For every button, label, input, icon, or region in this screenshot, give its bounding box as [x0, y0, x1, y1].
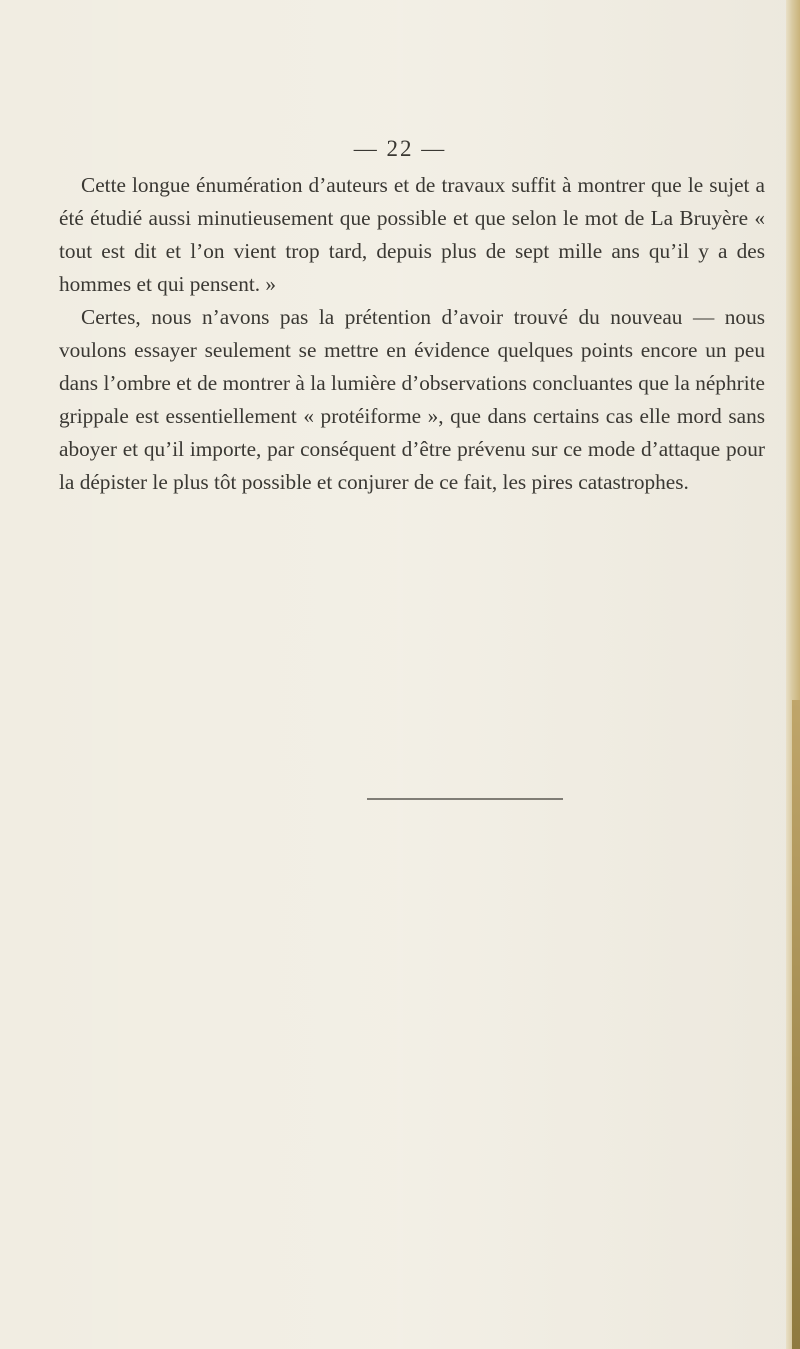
paragraph-2: Certes, nous n’avons pas la prétention d’avoir trouvé du nouveau — nous voulons essayer seulement se mettre en évidence quelques points encore un peu dans l’ombre et de montrer à la lumière d’observations concluantes que la néphrite grippale est essentiellement « protéiforme », que dans certains cas elle mord sans aboyer et qu’il importe, par conséquent d’être prévenu sur ce mode d’attaque pour la dépister le plus tôt possible et conjurer de ce fait, les pires catastrophes.: [59, 305, 765, 494]
body-text: [59, 169, 765, 499]
paragraph-1: Cette longue énumération d’auteurs et de travaux suffit à montrer que le sujet a été étudié aussi minutieusement que possible et que selon le mot de La Bruyère « tout est dit et l’on vient trop tard, depuis plus de sept mille ans qu’il y a des hommes et qui pensent. »: [59, 173, 765, 296]
page-edge-shadow: [792, 700, 800, 1349]
page-number: — 22 —: [353, 136, 447, 161]
section-divider: [367, 798, 563, 800]
